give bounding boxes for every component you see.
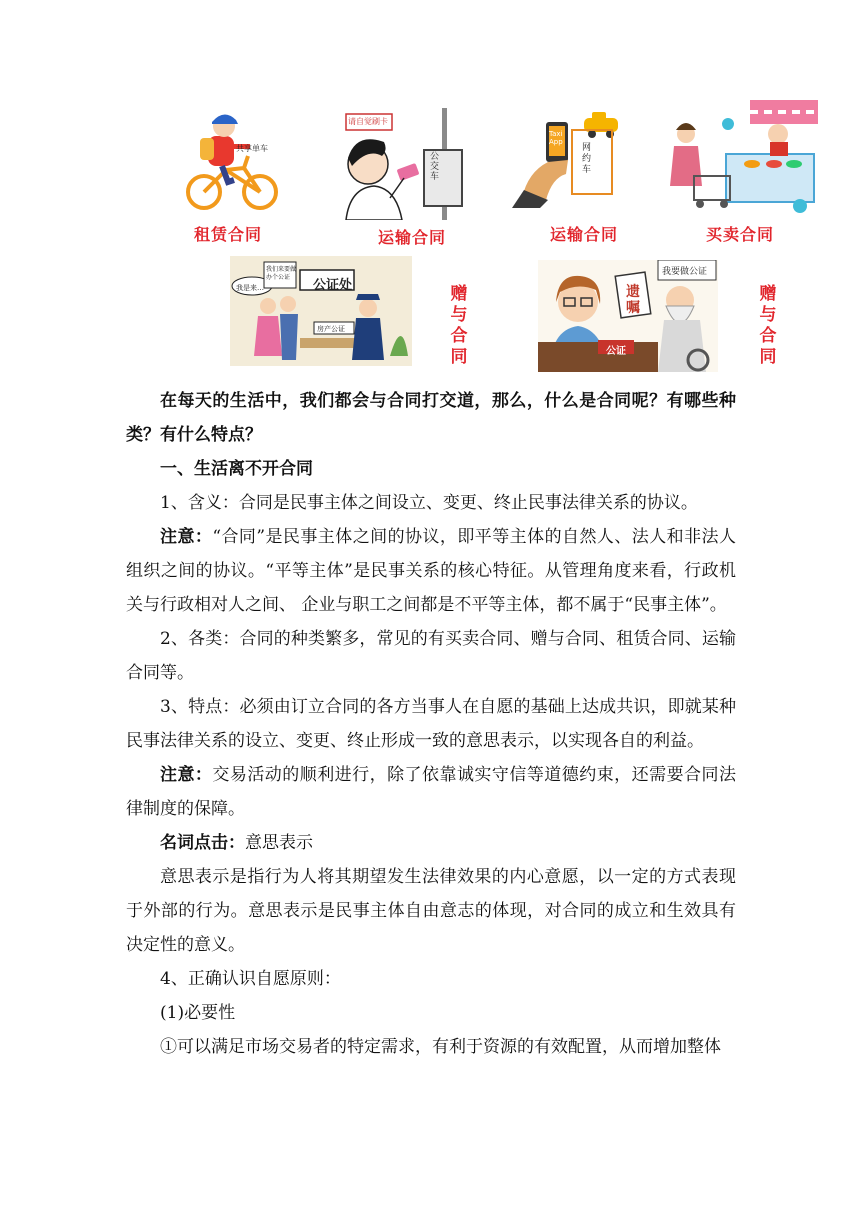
caption-gift-contract-1: 赠与合同: [450, 284, 468, 367]
definition-paragraph: 1、含义：合同是民事主体之间设立、变更、终止民事法律关系的协议。: [160, 493, 698, 513]
will-desk-sign: 公证: [606, 346, 626, 357]
caption-rental-contract: 租赁合同: [194, 225, 263, 244]
necessity-point-1: ①可以满足市场交易者的特定需求，有利于资源的有效配置，从而增加整体: [160, 1037, 721, 1057]
term-heading: 名词点击：意思表示: [160, 833, 313, 853]
term-definition: 意思表示是指行为人将其期望发生法律效果的内心意愿，以一定的方式表现于外部的行为。意思表示是民事主体自由意志的体现，对合同的成立和生效具有决定性的意义。: [126, 867, 736, 955]
taxi-app-label: Taxi App: [549, 130, 563, 146]
notary-office-sign: 公证处: [313, 278, 353, 293]
notary-bubble-right: 我们来要做办个公证: [266, 266, 297, 281]
bike-rental-illustration: [178, 108, 288, 218]
features-paragraph: 3、特点：必须由订立合同的各方当事人在自愿的基础上达成共识，即就某种民事法律关系的设立、变更、终止形成一致的意思表示，以实现各自的利益。: [126, 697, 736, 751]
caption-transport-contract-2: 运输合同: [550, 225, 619, 244]
will-paper-text: 遗嘱: [626, 284, 640, 316]
ride-hailing-booth-text: 网约车: [582, 143, 592, 175]
caption-transport-contract-1: 运输合同: [378, 228, 447, 247]
section-heading-1: 一、生活离不开合同: [160, 459, 313, 479]
voluntary-principle-heading: 4、正确认识自愿原则：: [160, 969, 341, 989]
will-speech-bubble: 我要做公证: [662, 267, 708, 277]
note-paragraph-2: 注意：交易活动的顺利进行，除了依靠诚实守信等道德约束，还需要合同法律制度的保障。: [126, 765, 736, 819]
shopping-illustration: [666, 100, 818, 218]
article-body: [126, 384, 736, 1064]
necessity-subheading: (1)必要性: [160, 1003, 236, 1023]
caption-sales-contract: 买卖合同: [706, 225, 775, 244]
bus-stop-sign: 公交车: [430, 152, 440, 182]
notary-document-label: 房产公证: [317, 325, 345, 333]
notary-office-illustration: [230, 256, 412, 366]
note-paragraph-1: 注意：“合同”是民事主体之间的协议，即平等主体的自然人、法人和非法人组织之间的协议。“平等主体”是民事关系的核心特征。从管理角度来看，行政机关与行政相对人之间、 企业与职工之间都是不平等主体，都不属于“民事主体”。: [126, 527, 736, 615]
notary-bubble-left: 我是来…: [236, 284, 264, 292]
intro-paragraph: 在每天的生活中，我们都会与合同打交道，那么，什么是合同呢？有哪些种类？有什么特点？: [126, 391, 736, 445]
caption-gift-contract-2: 赠与合同: [759, 284, 777, 367]
ride-hailing-illustration: [512, 108, 624, 208]
bike-sign-text: 共享单车: [236, 144, 268, 153]
bus-cap-sign: 请自觉刷卡: [348, 117, 388, 126]
types-paragraph: 2、各类：合同的种类繁多，常见的有买卖合同、赠与合同、租赁合同、运输合同等。: [126, 629, 736, 683]
